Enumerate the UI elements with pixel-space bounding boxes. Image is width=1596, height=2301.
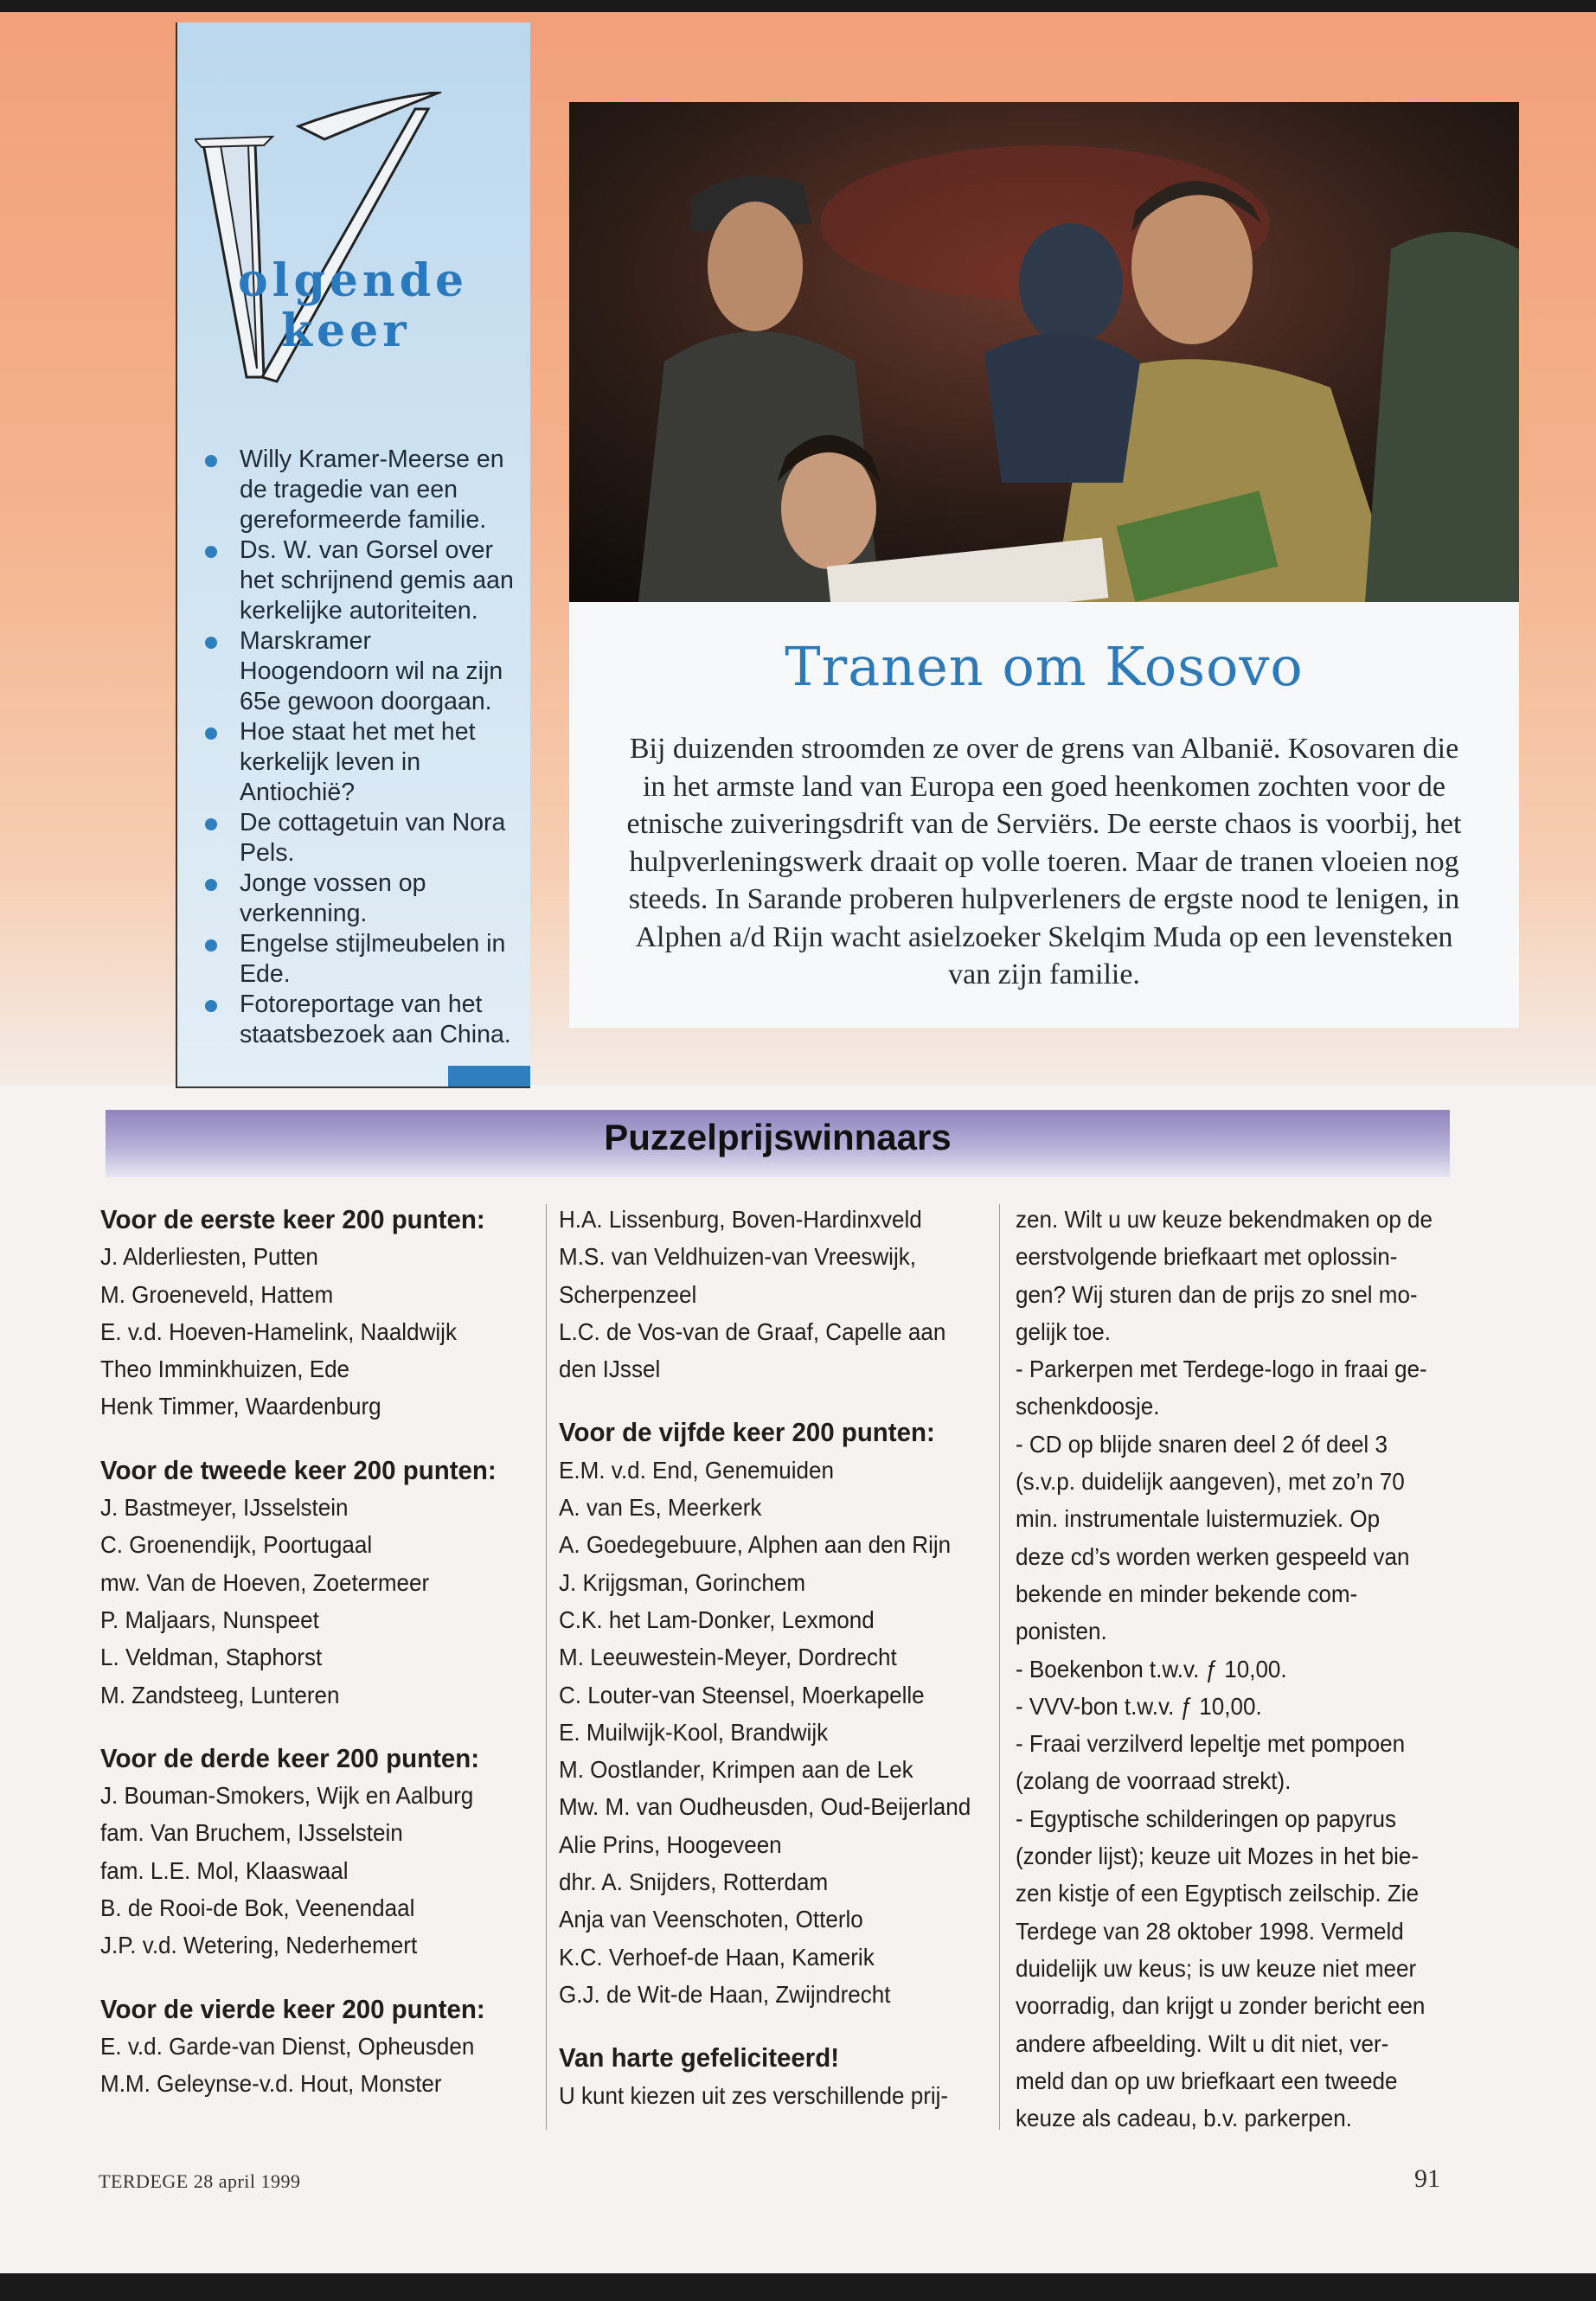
winners-column-2	[559, 1201, 991, 2114]
next-issue-item: Hoe staat het met het kerkelijk leven in Antiochië?	[202, 717, 526, 808]
winner-entry: fam. Van Bruchem, IJsselstein	[100, 1819, 403, 1847]
winner-entry: Scherpenzeel	[559, 1280, 697, 1308]
kosovo-refugees-photo	[569, 102, 1519, 602]
sidebar-tab-accent	[448, 1066, 530, 1086]
section-gap	[100, 1426, 533, 1452]
prize-text-line: zen kistje of een Egyptisch zeilschip. Zie	[1016, 1880, 1420, 1907]
next-issue-item: Fotoreportage van het staatsbezoek aan China.	[202, 990, 526, 1050]
section-heading: Voor de derde keer 200 punten:	[100, 1742, 480, 1773]
winner-entry: J. Bouman-Smokers, Wijk en Aalburg	[100, 1782, 474, 1810]
congrats-heading: Van harte gefeliciteerd!	[559, 2042, 840, 2073]
prize-text-line: min. instrumentale luistermuziek. Op	[1016, 1505, 1381, 1533]
prize-text-line: Terdege van 28 oktober 1998. Vermeld	[1016, 1917, 1404, 1945]
section-gap	[559, 1388, 991, 1413]
top-rule	[0, 0, 1596, 12]
sidebar-title-line2: keer	[281, 304, 411, 357]
winner-entry: den IJssel	[559, 1356, 661, 1383]
article-teaser	[569, 602, 1519, 1028]
column-divider	[546, 1204, 547, 2130]
section-heading: Voor de vierde keer 200 punten:	[100, 1993, 485, 2024]
winner-entry: Henk Timmer, Waardenburg	[100, 1393, 381, 1420]
winner-entry: E.M. v.d. End, Genemuiden	[559, 1456, 834, 1484]
section-gap	[559, 2013, 991, 2039]
winner-entry: Alie Prins, Hoogeveen	[559, 1830, 782, 1858]
winner-entry: G.J. de Wit-de Haan, Zwijndrecht	[559, 1980, 891, 2008]
section-gap	[100, 1965, 533, 1990]
winner-entry: M. Oostlander, Krimpen aan de Lek	[559, 1756, 913, 1784]
winner-entry: C. Groenendijk, Poortugaal	[100, 1531, 373, 1559]
prize-text-line: - CD op blijde snaren deel 2 óf deel 3	[1016, 1430, 1388, 1458]
sidebar-title-line1: olgende	[238, 254, 469, 307]
next-issue-item: Jonge vossen op verkenning.	[202, 868, 526, 929]
winner-entry: E. v.d. Garde-van Dienst, Opheusden	[100, 2032, 475, 2060]
article-title: Tranen om Kosovo	[785, 635, 1304, 698]
sidebar-title	[238, 256, 468, 356]
winner-entry: M. Zandsteeg, Lunteren	[100, 1681, 340, 1708]
next-issue-item: Willy Kramer-Meerse en de tragedie van een gereformeerde familie.	[202, 445, 526, 535]
winner-entry: fam. L.E. Mol, Klaaswaal	[100, 1856, 349, 1884]
prize-text-line: (zonder lijst); keuze uit Mozes in het bie-	[1016, 1843, 1420, 1870]
winner-entry: J.P. v.d. Wetering, Nederhemert	[100, 1932, 418, 1959]
prize-text-line: keuze als cadeau, b.v. parkerpen.	[1016, 2105, 1352, 2132]
winner-entry: M.M. Geleynse-v.d. Hout, Monster	[100, 2070, 442, 2098]
winner-entry: A. van Es, Meerkerk	[559, 1494, 762, 1522]
winner-entry: J. Alderliesten, Putten	[100, 1243, 318, 1271]
bottom-rule	[0, 2273, 1596, 2301]
next-issue-item: Ds. W. van Gorsel over het schrijnend gemis aan kerkelijke autoriteiten.	[202, 535, 526, 626]
winner-entry: B. de Rooi-de Bok, Veenendaal	[100, 1894, 415, 1922]
winner-entry: E. v.d. Hoeven-Hamelink, Naaldwijk	[100, 1317, 457, 1345]
prize-text-line: andere afbeelding. Wilt u dit niet, ver-	[1016, 2029, 1389, 2057]
prize-text-line: - Boekenbon t.w.v. ƒ 10,00.	[1016, 1655, 1287, 1682]
winner-entry: K.C. Verhoef-de Haan, Kamerik	[559, 1943, 875, 1971]
section-heading: Voor de vijfde keer 200 punten:	[559, 1417, 935, 1448]
winner-entry: C. Louter-van Steensel, Moerkapelle	[559, 1681, 925, 1708]
prizes-column	[1016, 1201, 1465, 2137]
puzzle-title: Puzzelprijswinnaars	[604, 1117, 952, 1157]
winner-entry: Anja van Veenschoten, Otterlo	[559, 1906, 863, 1933]
article-lead: Bij duizenden stroomden ze over de grens van Albanië. Kosovaren die in het armste land van Europa een goed heenkomen zochten voor de etnische zuiveringsdrift van de Serviërs. De eerste chaos is voorbij, het hulpverleningswerk draait op volle toeren. Maar de tranen vloeien nog steeds. In Sarande proberen hulpverleners de ergste nood te lenigen, in Alphen a/d Rijn wacht asielzoeker Skelqim Muda op een levensteken van zijn familie.	[626, 733, 1462, 990]
winner-entry: dhr. A. Snijders, Rotterdam	[559, 1868, 829, 1896]
photo-illustration	[569, 102, 1519, 602]
section-heading: Voor de tweede keer 200 punten:	[100, 1454, 497, 1485]
prize-text-line: schenkdoosje.	[1016, 1393, 1160, 1420]
winner-entry: M. Groeneveld, Hattem	[100, 1280, 334, 1308]
next-issue-item: Engelse stijlmeubelen in Ede.	[202, 929, 526, 990]
footer-publication: TERDEGE 28 april 1999	[99, 2170, 301, 2192]
puzzle-banner	[106, 1110, 1450, 1177]
section-heading: Voor de eerste keer 200 punten:	[100, 1204, 485, 1234]
next-issue-item: De cottagetuin van Nora Pels.	[202, 808, 526, 868]
footer-page-number: 91	[1414, 2164, 1440, 2193]
prize-text-line: meld dan op uw briefkaart een tweede	[1016, 2067, 1398, 2094]
prize-text-line: gelijk toe.	[1016, 1317, 1112, 1345]
prize-text-line: - Parkerpen met Terdege-logo in fraai ge-	[1016, 1356, 1427, 1383]
prize-text-line: - Egyptische schilderingen op papyrus	[1016, 1804, 1397, 1832]
winner-entry: E. Muilwijk-Kool, Brandwijk	[559, 1718, 829, 1746]
prize-text-line: - VVV-bon t.w.v. ƒ 10,00.	[1016, 1692, 1262, 1720]
winner-entry: L. Veldman, Staphorst	[100, 1644, 323, 1671]
next-issue-sidebar	[176, 22, 530, 1088]
winner-entry: L.C. de Vos-van de Graaf, Capelle aan	[559, 1317, 946, 1345]
winner-entry: C.K. het Lam-Donker, Lexmond	[559, 1606, 875, 1633]
winner-entry: J. Krijgsman, Gorinchem	[559, 1568, 806, 1596]
prize-text-line: (s.v.p. duidelijk aangeven), met zo’n 70	[1016, 1468, 1405, 1496]
prize-text-line: duidelijk uw keus; is uw keuze niet meer	[1016, 1954, 1417, 1982]
prize-text-line: gen? Wij sturen dan de prijs zo snel mo-	[1016, 1280, 1418, 1308]
winner-entry: J. Bastmeyer, IJsselstein	[100, 1494, 349, 1522]
winners-column-1	[100, 1201, 533, 2103]
prize-text-line: deze cd’s worden werken gespeeld van	[1016, 1542, 1410, 1570]
winner-entry: U kunt kiezen uit zes verschillende prij-	[559, 2081, 949, 2109]
winner-entry: H.A. Lissenburg, Boven-Hardinxveld	[559, 1206, 922, 1233]
next-issue-item: Marskramer Hoogendoorn wil na zijn 65e gewoon doorgaan.	[202, 626, 526, 717]
winner-entry: Mw. M. van Oudheusden, Oud-Beijerland	[559, 1793, 971, 1821]
prize-text-line: eerstvolgende briefkaart met oplossin-	[1016, 1243, 1398, 1271]
section-gap	[100, 1714, 533, 1740]
winner-entry: M. Leeuwestein-Meyer, Dordrecht	[559, 1644, 897, 1671]
winner-entry: Theo Imminkhuizen, Ede	[100, 1356, 350, 1383]
column-divider	[999, 1204, 1000, 2130]
prize-text-line: - Fraai verzilverd lepeltje met pompoen	[1016, 1730, 1406, 1758]
winner-entry: M.S. van Veldhuizen-van Vreeswijk,	[559, 1243, 916, 1271]
prize-text-line: (zolang de voorraad strekt).	[1016, 1767, 1292, 1795]
prize-text-line: zen. Wilt u uw keuze bekendmaken op de	[1016, 1206, 1433, 1233]
prize-text-line: ponisten.	[1016, 1618, 1107, 1645]
prize-text-line: bekende en minder bekende com-	[1016, 1580, 1358, 1607]
prize-text-line: voorradig, dan krijgt u zonder bericht een	[1016, 1992, 1426, 2020]
winner-entry: A. Goedegebuure, Alphen aan den Rijn	[559, 1531, 952, 1559]
winner-entry: mw. Van de Hoeven, Zoetermeer	[100, 1568, 430, 1596]
winner-entry: P. Maljaars, Nunspeet	[100, 1606, 319, 1633]
next-issue-list	[202, 445, 526, 1050]
